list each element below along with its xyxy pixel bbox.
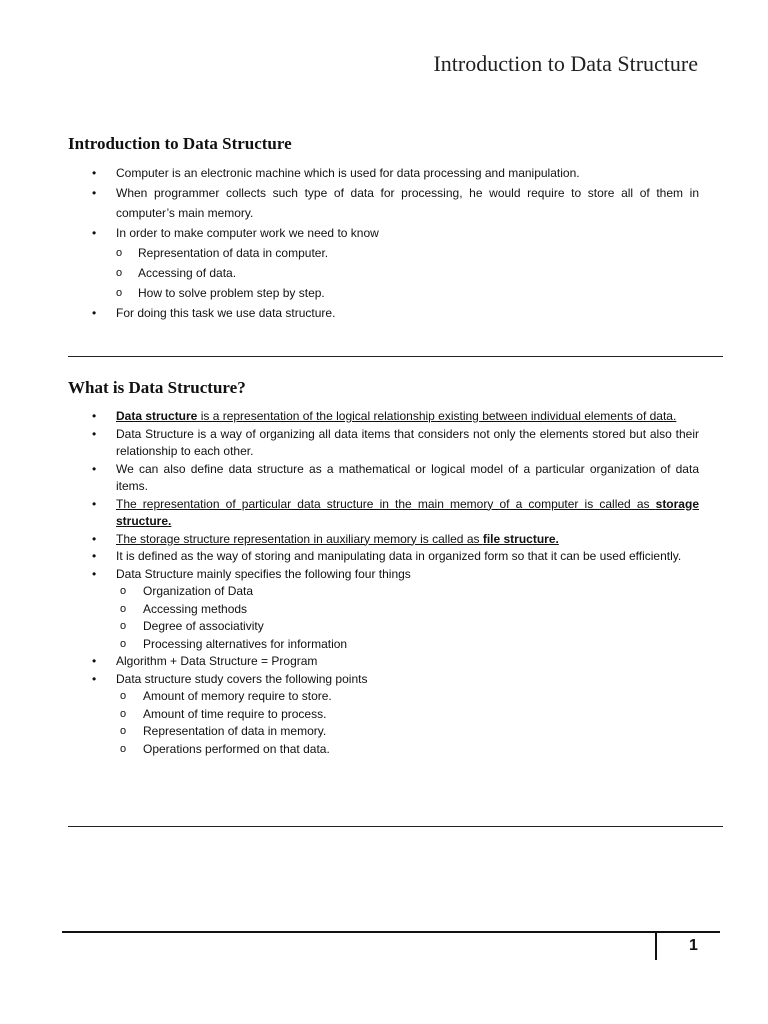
term-storage-structure: storage structure.	[116, 496, 699, 528]
list-item: • When programmer collects such type of data for processing, he would require to store all of them in computer’s main memory.	[68, 183, 699, 223]
definition-list	[68, 408, 699, 758]
page-header-title: Introduction to Data Structure	[433, 51, 698, 76]
sub-list-item: o Representation of data in computer.	[68, 243, 699, 263]
sub-list-item: o Degree of associativity	[68, 618, 699, 636]
list-item: • In order to make computer work we need to know	[68, 223, 699, 243]
list-item: • For doing this task we use data structure.	[68, 303, 699, 323]
section-divider	[68, 356, 723, 357]
sub-list-item: o Amount of memory require to store.	[68, 688, 699, 706]
list-item: • Computer is an electronic machine which is used for data processing and manipulation.	[68, 163, 699, 183]
list-item: • Data structure study covers the following points	[68, 671, 699, 689]
section-heading-introduction: Introduction to Data Structure	[68, 134, 292, 153]
sub-list-item: o Operations performed on that data.	[68, 741, 699, 759]
definition-text: is a representation of the logical relationship existing between individual elements of data.	[197, 409, 677, 423]
list-item: • It is defined as the way of storing and manipulating data in organized form so that it can be used efficiently.	[68, 548, 699, 566]
list-item: • Data Structure mainly specifies the following four things	[68, 566, 699, 584]
storage-structure-text: The representation of particular data structure in the main memory of a computer is called as	[116, 496, 656, 511]
sub-list-item: o Accessing methods	[68, 601, 699, 619]
sub-list-item: o Accessing of data.	[68, 263, 699, 283]
term-data-structure: Data structure	[116, 409, 198, 423]
sub-list-item: o Amount of time require to process.	[68, 706, 699, 724]
list-item-definition	[68, 408, 699, 426]
list-item: • Data Structure is a way of organizing all data items that considers not only the elements stored but also their relationship to each other.	[68, 426, 699, 461]
sub-list-item: o How to solve problem step by step.	[68, 283, 699, 303]
list-item: • We can also define data structure as a mathematical or logical model of a particular organization of data items.	[68, 461, 699, 496]
term-file-structure: file structure.	[482, 531, 559, 546]
sub-list-item: o Representation of data in memory.	[68, 723, 699, 741]
section-heading-what-is-data-structure: What is Data Structure?	[68, 378, 246, 397]
sub-list-item: o Organization of Data	[68, 583, 699, 601]
list-item: • Algorithm + Data Structure = Program	[68, 653, 699, 671]
file-structure-text: The storage structure representation in auxiliary memory is called as	[116, 531, 483, 546]
section-divider	[68, 826, 723, 827]
list-item-file-structure	[68, 531, 699, 549]
list-item-storage-structure	[68, 496, 699, 531]
footer-rule	[62, 931, 720, 933]
sub-list-item: o Processing alternatives for information	[68, 636, 699, 654]
page-number: 1	[689, 937, 698, 954]
footer-divider	[655, 931, 657, 960]
introduction-list	[68, 163, 699, 323]
